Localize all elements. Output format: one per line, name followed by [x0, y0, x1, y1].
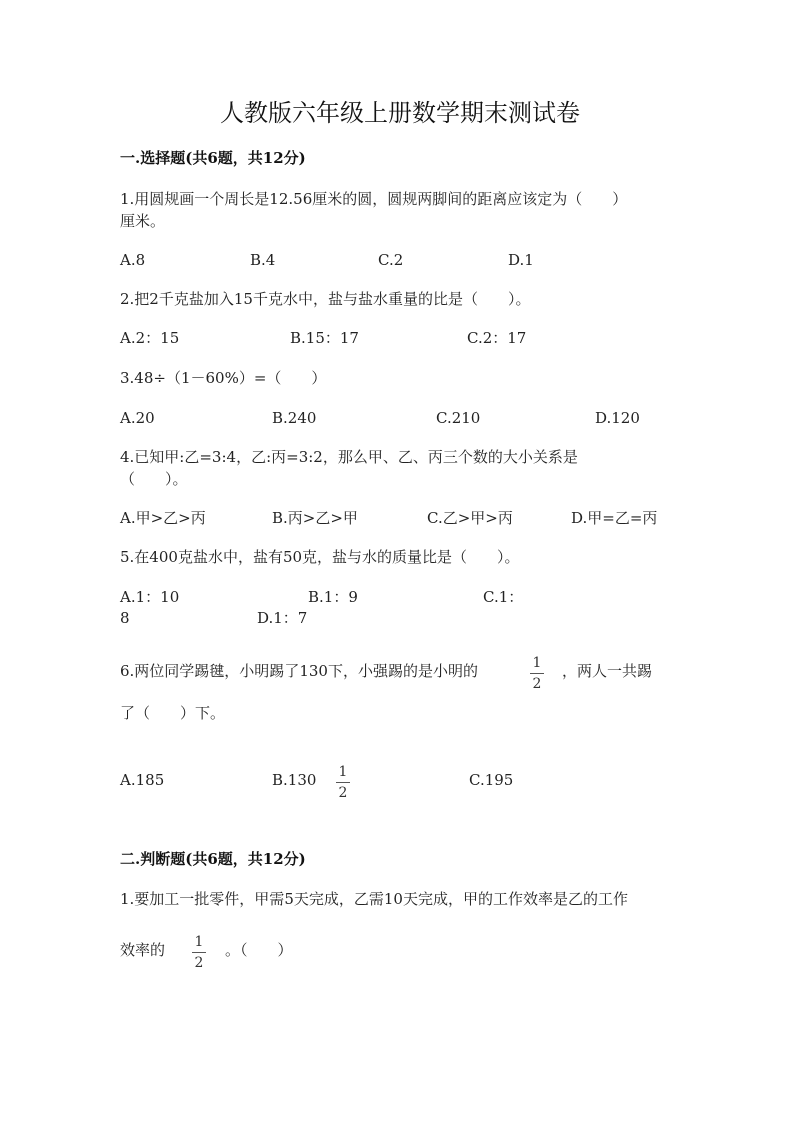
fraction-numerator: 1 [338, 764, 348, 780]
question-4-option-d: D.甲=乙=丙 [571, 509, 658, 527]
fraction-denominator: 2 [338, 785, 348, 801]
question-1-option-c: C.2 [378, 251, 404, 269]
fraction-numerator: 1 [532, 655, 542, 671]
section-heading-true-false: 二.判断题(共6题，共12分) [120, 850, 306, 868]
question-3-option-c: C.210 [436, 409, 481, 427]
tf-question-1-text: 1.要加工一批零件，甲需5天完成，乙需10天完成，甲的工作效率是乙的工作 [120, 890, 628, 908]
question-1-text: 1.用圆规画一个周长是12.56厘米的圆，圆规两脚间的距离应该定为（ ） [120, 190, 628, 208]
question-3-option-a: A.20 [120, 409, 155, 427]
question-4-text-cont: （ ）。 [120, 470, 188, 488]
question-5-option-c: C.1： [483, 588, 524, 606]
question-2-option-b: B.15：17 [290, 329, 359, 347]
question-5-option-b: B.1：9 [308, 588, 358, 606]
question-2-option-c: C.2：17 [467, 329, 527, 347]
question-5-text: 5.在400克盐水中，盐有50克，盐与水的质量比是（ ）。 [120, 548, 520, 566]
question-3-option-d: D.120 [595, 409, 640, 427]
question-5-option-c-cont: 8 [120, 609, 130, 627]
question-6-text-cont: ，两人一共踢 [562, 662, 653, 680]
page-title: 人教版六年级上册数学期末测试卷 [220, 99, 580, 127]
question-5-option-a: A.1：10 [120, 588, 180, 606]
question-6-text: 6.两位同学踢毽，小明踢了130下，小强踢的是小明的 [120, 662, 478, 680]
question-5-option-d: D.1：7 [257, 609, 308, 627]
question-1-option-d: D.1 [508, 251, 534, 269]
question-3-text: 3.48÷（1－60%）=（ ） [120, 369, 327, 387]
question-2-option-a: A.2：15 [120, 329, 180, 347]
fraction-denominator: 2 [532, 676, 542, 692]
question-6-option-a: A.185 [120, 771, 165, 789]
fraction-numerator: 1 [194, 934, 204, 950]
tf-question-1-fraction [189, 934, 209, 971]
question-6-option-c: C.195 [469, 771, 514, 789]
section-heading-multiple-choice: 一.选择题(共6题，共12分) [120, 149, 306, 167]
question-1-option-a: A.8 [120, 251, 146, 269]
question-1-text-cont: 厘米。 [120, 212, 166, 230]
tf-question-1-text-end: 。（ ） [225, 941, 293, 959]
tf-question-1-text-line2: 效率的 [120, 941, 166, 959]
question-4-text: 4.已知甲:乙=3:4，乙:丙=3:2，那么甲、乙、丙三个数的大小关系是 [120, 448, 578, 466]
question-2-text: 2.把2千克盐加入15千克水中，盐与盐水重量的比是（ ）。 [120, 290, 531, 308]
question-6-option-b-fraction [333, 764, 353, 801]
fraction-bar [336, 782, 350, 783]
question-6-text-line2: 了（ ）下。 [120, 704, 226, 722]
question-4-option-a: A.甲>乙>丙 [120, 509, 206, 527]
question-6-fraction [527, 655, 547, 692]
fraction-denominator: 2 [194, 955, 204, 971]
fraction-bar [530, 673, 544, 674]
fraction-bar [192, 952, 206, 953]
question-3-option-b: B.240 [272, 409, 317, 427]
question-4-option-b: B.丙>乙>甲 [272, 509, 358, 527]
question-6-option-b: B.130 [272, 771, 317, 789]
question-1-option-b: B.4 [250, 251, 276, 269]
question-4-option-c: C.乙>甲>丙 [427, 509, 513, 527]
